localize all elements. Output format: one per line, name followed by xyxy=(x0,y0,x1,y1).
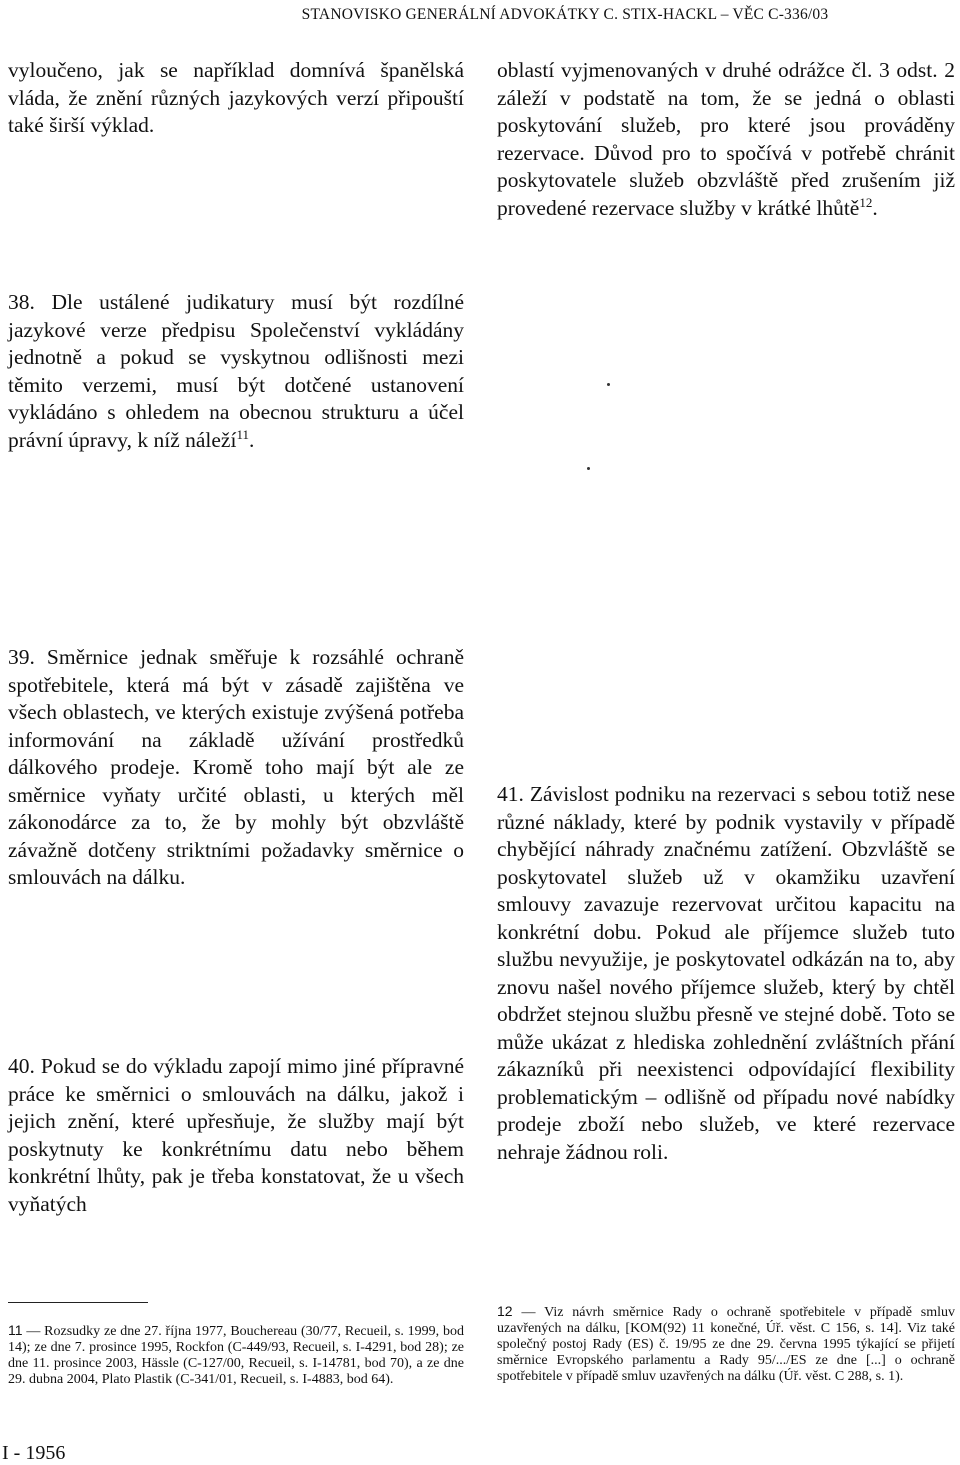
footnote-text: — Rozsudky ze dne 27. října 1977, Bouchereau (30/77, Recueil, s. 1999, bod 14); ze dne 7. prosince 1995, Rockfon (C-449/93, Recueil, s. I-4291, bod 28); ze dne 11. prosince 2003, Hässle (C-127/00, Recueil, s. I-14781, bod 70), a ze dne 29. dubna 2004, Plato Plastik (C-341/01, Recueil, s. I-4883, bod 64). xyxy=(8,1324,464,1387)
paragraph-text: Dle ustálené judikatury musí být rozdílné jazykové verze předpisu Společenství vykládány jednotně a pokud se vyskytnou odlišnosti mezi těmito verzemi, musí být dotčené ustanovení vykládáno s ohledem na obecnou strukturu a účel právní úpravy, k níž náleží xyxy=(8,290,464,452)
footnote-12 xyxy=(497,1303,955,1385)
scan-speck xyxy=(607,383,610,386)
left-intro-text: vyloučeno, jak se například domnívá španělská vláda, že znění různých jazykových verzí připouští také širší výklad. xyxy=(8,58,464,137)
right-intro-text: oblastí vyjmenovaných v druhé odrážce čl. 3 odst. 2 záleží v podstatě na tom, že se jedná o oblasti poskytování služeb, pro které jsou prováděny rezervace. Důvod pro to spočívá v potřebě chránit poskytovatele služeb obzvláště před zrušením již provedené rezervace služby v krátké lhůtě xyxy=(497,58,955,220)
paragraph-tail: . xyxy=(872,195,878,220)
paragraph-number: 40. xyxy=(8,1054,35,1078)
scan-speck xyxy=(587,467,590,470)
paragraph-41 xyxy=(497,781,955,1166)
paragraph-number: 41. xyxy=(497,782,524,806)
paragraph-38 xyxy=(8,289,464,454)
footnote-ref-11[interactable]: 11 xyxy=(236,426,249,442)
paragraph-tail: . xyxy=(248,427,255,452)
footnote-number: 12 xyxy=(497,1303,513,1319)
footnote-ref-12[interactable]: 12 xyxy=(859,194,873,210)
footnote-11 xyxy=(8,1322,464,1388)
paragraph-40 xyxy=(8,1053,464,1218)
page-number: I - 1956 xyxy=(2,1442,66,1464)
paragraph-number: 38. xyxy=(8,290,35,314)
running-title: STANOVISKO GENERÁLNÍ ADVOKÁTKY C. STIX-HACKL – VĚC C-336/03 xyxy=(301,6,829,23)
footnote-number: 11 xyxy=(8,1322,23,1338)
left-intro-paragraph xyxy=(8,57,464,140)
paragraph-number: 39. xyxy=(8,645,35,669)
paragraph-text: Pokud se do výkladu zapojí mimo jiné přípravné práce ke směrnici o smlouvách na dálku, jakož i jejich znění, které upřesňuje, že služby mají být poskytnuty ke konkrétnímu datu nebo během konkrétní lhůty, pak je třeba konstatovat, že u všech vyňatých xyxy=(8,1054,465,1216)
paragraph-text: Závislost podniku na rezervaci s sebou totiž nese různé náklady, které by podnik vystavily v případě chybějící náhrady značnému zatížení. Obzvláště se poskytovatel služeb už v okamžiku uzavření smlouvy zavazuje rezervovat určitou kapacitu na konkrétní dobu. Pokud ale příjemce služeb tuto službu nevyužije, je poskytovatel odkázán na to, aby znovu našel nového příjemce služeb, který by chtěl obdržet stejnou službu přesně ve stejné době. Toto se může ukázat z hlediska zohlednění zvláštních přání zákazníků při neexistenci odpovídající flexibility problematickým – odlišně od případu nové nabídky prodeje zboží nebo služeb, ve které rezervace nehraje žádnou roli. xyxy=(497,782,956,1164)
footnote-text: — Viz návrh směrnice Rady o ochraně spotřebitele v případě smluv uzavřených na dálku, [KOM(92) 11 konečné, Úř. věst. C 156, s. 14]. Viz také společný postoj Rady (ES) č. 19/95 ze dne 29. června 1995 týkající se přijetí směrnice Evropského parlamentu a Rady 95/.../ES ze dne [...] o ochraně spotřebitele v případě smluv uzavřených na dálku (Úř. věst. C 288, s. 1). xyxy=(497,1305,956,1384)
paragraph-39 xyxy=(8,644,464,892)
running-header xyxy=(0,6,960,24)
footnote-separator xyxy=(8,1302,148,1303)
paragraph-text: Směrnice jednak směřuje k rozsáhlé ochraně spotřebitele, která má být v zásadě zajištěna ve všech oblastech, ve kterých existuje zvýšená potřeba informování na základě užívání prostředků dálkového prodeje. Kromě toho mají být ale ze směrnice vyňaty určité oblasti, u kterých měl zákonodárce za to, že by mohly být obzvláště závažně dotčeny striktními požadavky směrnice o smlouvách na dálku. xyxy=(8,645,464,889)
right-intro-paragraph xyxy=(497,57,955,222)
